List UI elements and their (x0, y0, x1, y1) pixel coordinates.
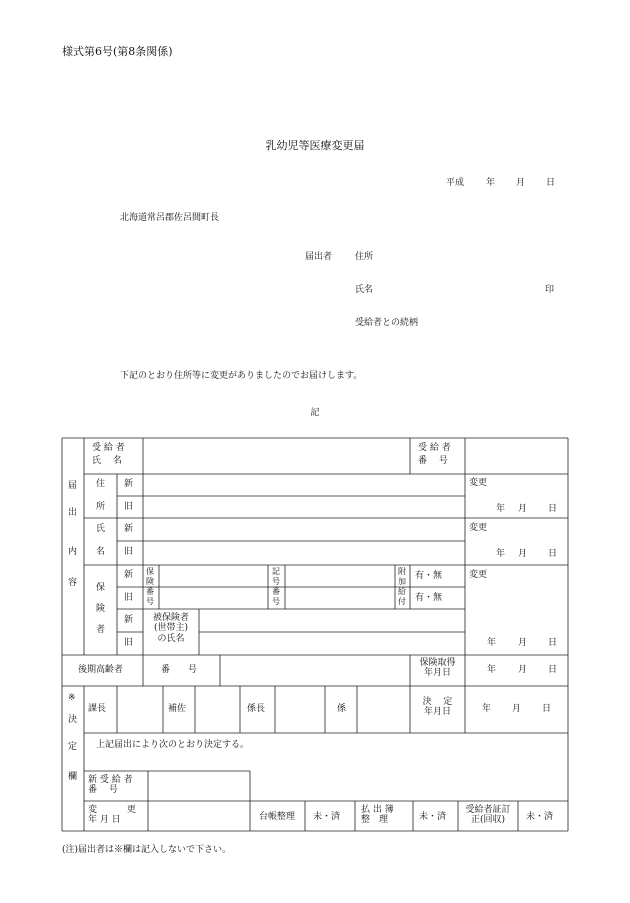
footnote: (注)届出者は※欄は記入しないで下さい。 (62, 845, 232, 855)
section-label-2: 出 (68, 508, 78, 518)
payment-book-status[interactable]: 未・済 (419, 812, 447, 822)
insurer-label-1: 保 (96, 583, 106, 593)
insurer-old: 旧 (124, 593, 134, 603)
address-new: 新 (124, 479, 134, 489)
new-recipient-number-label: 新 受 給 者 番 号 (88, 775, 133, 796)
name-label-2: 名 (96, 547, 106, 557)
address-change-year: 年 (496, 504, 506, 514)
yes-no-new[interactable]: 有・無 (415, 571, 443, 581)
insurer-label-3: 者 (96, 625, 106, 635)
insurer-change-day: 日 (548, 638, 558, 648)
name-change-year: 年 (496, 549, 506, 559)
section-chief-label: 課長 (88, 704, 107, 714)
date-day: 日 (546, 178, 556, 188)
decision-label-3: 定 (68, 742, 78, 752)
recipient-number-label-1: 受 給 者 (418, 443, 451, 453)
recipient-name-label-2: 氏 名 (92, 456, 122, 466)
name-change-day: 日 (548, 549, 558, 559)
acquired-day: 日 (548, 665, 558, 675)
date-year: 年 (486, 178, 496, 188)
decision-label-2: 決 (68, 715, 78, 725)
head-label: 係長 (247, 704, 266, 714)
form-title: 乳幼児等医療変更届 (265, 139, 365, 152)
symbol-number-label: 記 号 番 号 (272, 567, 280, 606)
recipient-name-label-1: 受 給 者 (92, 443, 125, 453)
additional-benefit-label: 附 加 給 付 (398, 567, 406, 606)
acquired-month: 月 (518, 665, 528, 675)
ledger-label: 台帳整理 (259, 812, 296, 822)
name-new: 新 (124, 524, 134, 534)
elderly-number-label: 番 号 (161, 665, 198, 675)
decision-year: 年 (482, 704, 492, 714)
address-old: 旧 (124, 502, 134, 512)
insurer-change-month: 月 (518, 638, 528, 648)
cert-correction-label: 受給者証訂 正(回収) (465, 805, 511, 826)
assistant-label: 補佐 (168, 704, 187, 714)
decision-day: 日 (542, 704, 552, 714)
decision-label-4: 欄 (68, 772, 78, 782)
insurer-change-year: 年 (487, 638, 497, 648)
insured-old: 旧 (124, 638, 134, 648)
insurer-change: 変更 (469, 570, 488, 580)
address-label-2: 所 (96, 502, 106, 512)
applicant-address-label: 住所 (355, 252, 374, 262)
name-old: 旧 (124, 547, 134, 557)
decision-date-label: 決 定 年月日 (422, 697, 453, 718)
insured-new: 新 (124, 615, 134, 625)
acquired-year: 年 (487, 665, 497, 675)
address-change: 変更 (469, 478, 488, 488)
decision-month: 月 (512, 704, 522, 714)
applicant-label: 届出者 (305, 252, 333, 262)
form-number: 様式第6号(第8条関係) (62, 45, 173, 58)
name-change: 変更 (469, 523, 488, 533)
address-label-1: 住 (96, 479, 106, 489)
cert-correction-status[interactable]: 未・済 (526, 812, 554, 822)
address-change-month: 月 (518, 504, 528, 514)
insurer-label-2: 険 (96, 604, 106, 614)
applicant-name-label: 氏名 (355, 285, 374, 295)
address-change-day: 日 (548, 504, 558, 514)
insurer-number-label: 保 険 番 号 (146, 567, 154, 606)
seal-mark: 印 (545, 285, 555, 295)
payment-book-label: 払 出 簿 整 理 (361, 805, 394, 826)
section-label-1: 届 (68, 481, 78, 491)
date-era: 平成 (446, 178, 465, 188)
acquired-date-label: 保険取得 年月日 (419, 658, 456, 679)
yes-no-old[interactable]: 有・無 (415, 593, 443, 603)
elderly-label: 後期高齢者 (78, 665, 124, 675)
ledger-status[interactable]: 未・済 (313, 812, 341, 822)
decision-statement: 上記届出により次のとおり決定する。 (96, 740, 250, 750)
name-change-month: 月 (518, 549, 528, 559)
relation-label: 受給者との続柄 (355, 318, 419, 328)
addressee: 北海道常呂郡佐呂間町長 (120, 213, 220, 223)
date-month: 月 (516, 178, 526, 188)
change-date-label: 変 更 年 月 日 (88, 805, 136, 826)
decision-label-1: ※ (68, 693, 76, 703)
insurer-new: 新 (124, 570, 134, 580)
recipient-number-label-2: 番 号 (418, 456, 448, 466)
notice-text: 下記のとおり住所等に変更がありましたのでお届けします。 (120, 371, 363, 381)
staff-label: 係 (337, 704, 347, 714)
ki-label: 記 (310, 408, 320, 418)
section-label-4: 容 (68, 578, 78, 588)
section-label-3: 内 (68, 547, 78, 557)
name-label-1: 氏 (96, 524, 106, 534)
insured-name-label: 被保険者 (世帯主) の氏名 (152, 613, 189, 644)
